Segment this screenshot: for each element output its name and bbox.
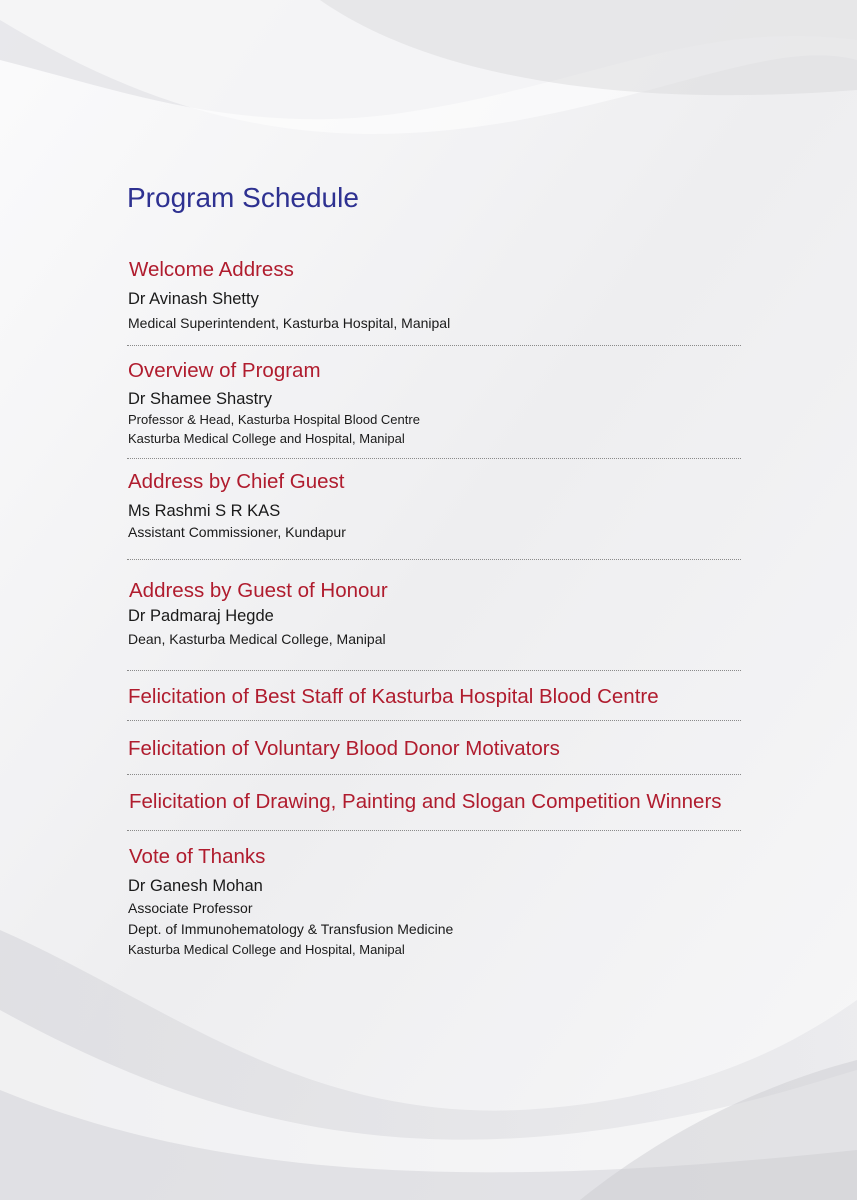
item-speaker-role: Professor & Head, Kasturba Hospital Blood Centre [128, 412, 420, 427]
item-speaker-role: Medical Superintendent, Kasturba Hospital, Manipal [128, 315, 451, 331]
item-speaker-name: Dr Ganesh Mohan [128, 877, 263, 895]
item-speaker-name: Dr Shamee Shastry [128, 390, 272, 408]
dotted-divider [127, 458, 741, 459]
item-speaker-affiliation: Kasturba Medical College and Hospital, Manipal [128, 942, 405, 957]
item-speaker-name: Dr Padmaraj Hegde [128, 607, 274, 625]
item-speaker-role: Dean, Kasturba Medical College, Manipal [128, 631, 386, 647]
dotted-divider [127, 774, 741, 775]
dotted-divider [127, 720, 741, 721]
item-heading-chief-guest: Address by Chief Guest [128, 470, 345, 493]
item-heading-guest-of-honour: Address by Guest of Honour [129, 579, 388, 602]
item-heading-felicitation-staff: Felicitation of Best Staff of Kasturba Hospital Blood Centre [128, 685, 659, 708]
item-speaker-name: Dr Avinash Shetty [128, 290, 259, 308]
item-heading-welcome-address: Welcome Address [129, 258, 294, 281]
dotted-divider [127, 345, 741, 346]
page-title: Program Schedule [127, 182, 359, 213]
item-speaker-role: Assistant Commissioner, Kundapur [128, 524, 346, 540]
item-heading-felicitation-competition-winners: Felicitation of Drawing, Painting and Slogan Competition Winners [129, 790, 722, 813]
dotted-divider [127, 670, 741, 671]
item-speaker-department: Dept. of Immunohematology & Transfusion Medicine [128, 921, 454, 937]
dotted-divider [127, 559, 741, 560]
item-speaker-role: Associate Professor [128, 900, 253, 916]
item-speaker-affiliation: Kasturba Medical College and Hospital, Manipal [128, 431, 405, 446]
dotted-divider [127, 830, 741, 831]
item-heading-felicitation-donor-motivators: Felicitation of Voluntary Blood Donor Motivators [128, 737, 560, 760]
item-heading-overview: Overview of Program [128, 359, 321, 382]
item-heading-vote-of-thanks: Vote of Thanks [129, 845, 266, 868]
item-speaker-name: Ms Rashmi S R KAS [128, 502, 281, 520]
